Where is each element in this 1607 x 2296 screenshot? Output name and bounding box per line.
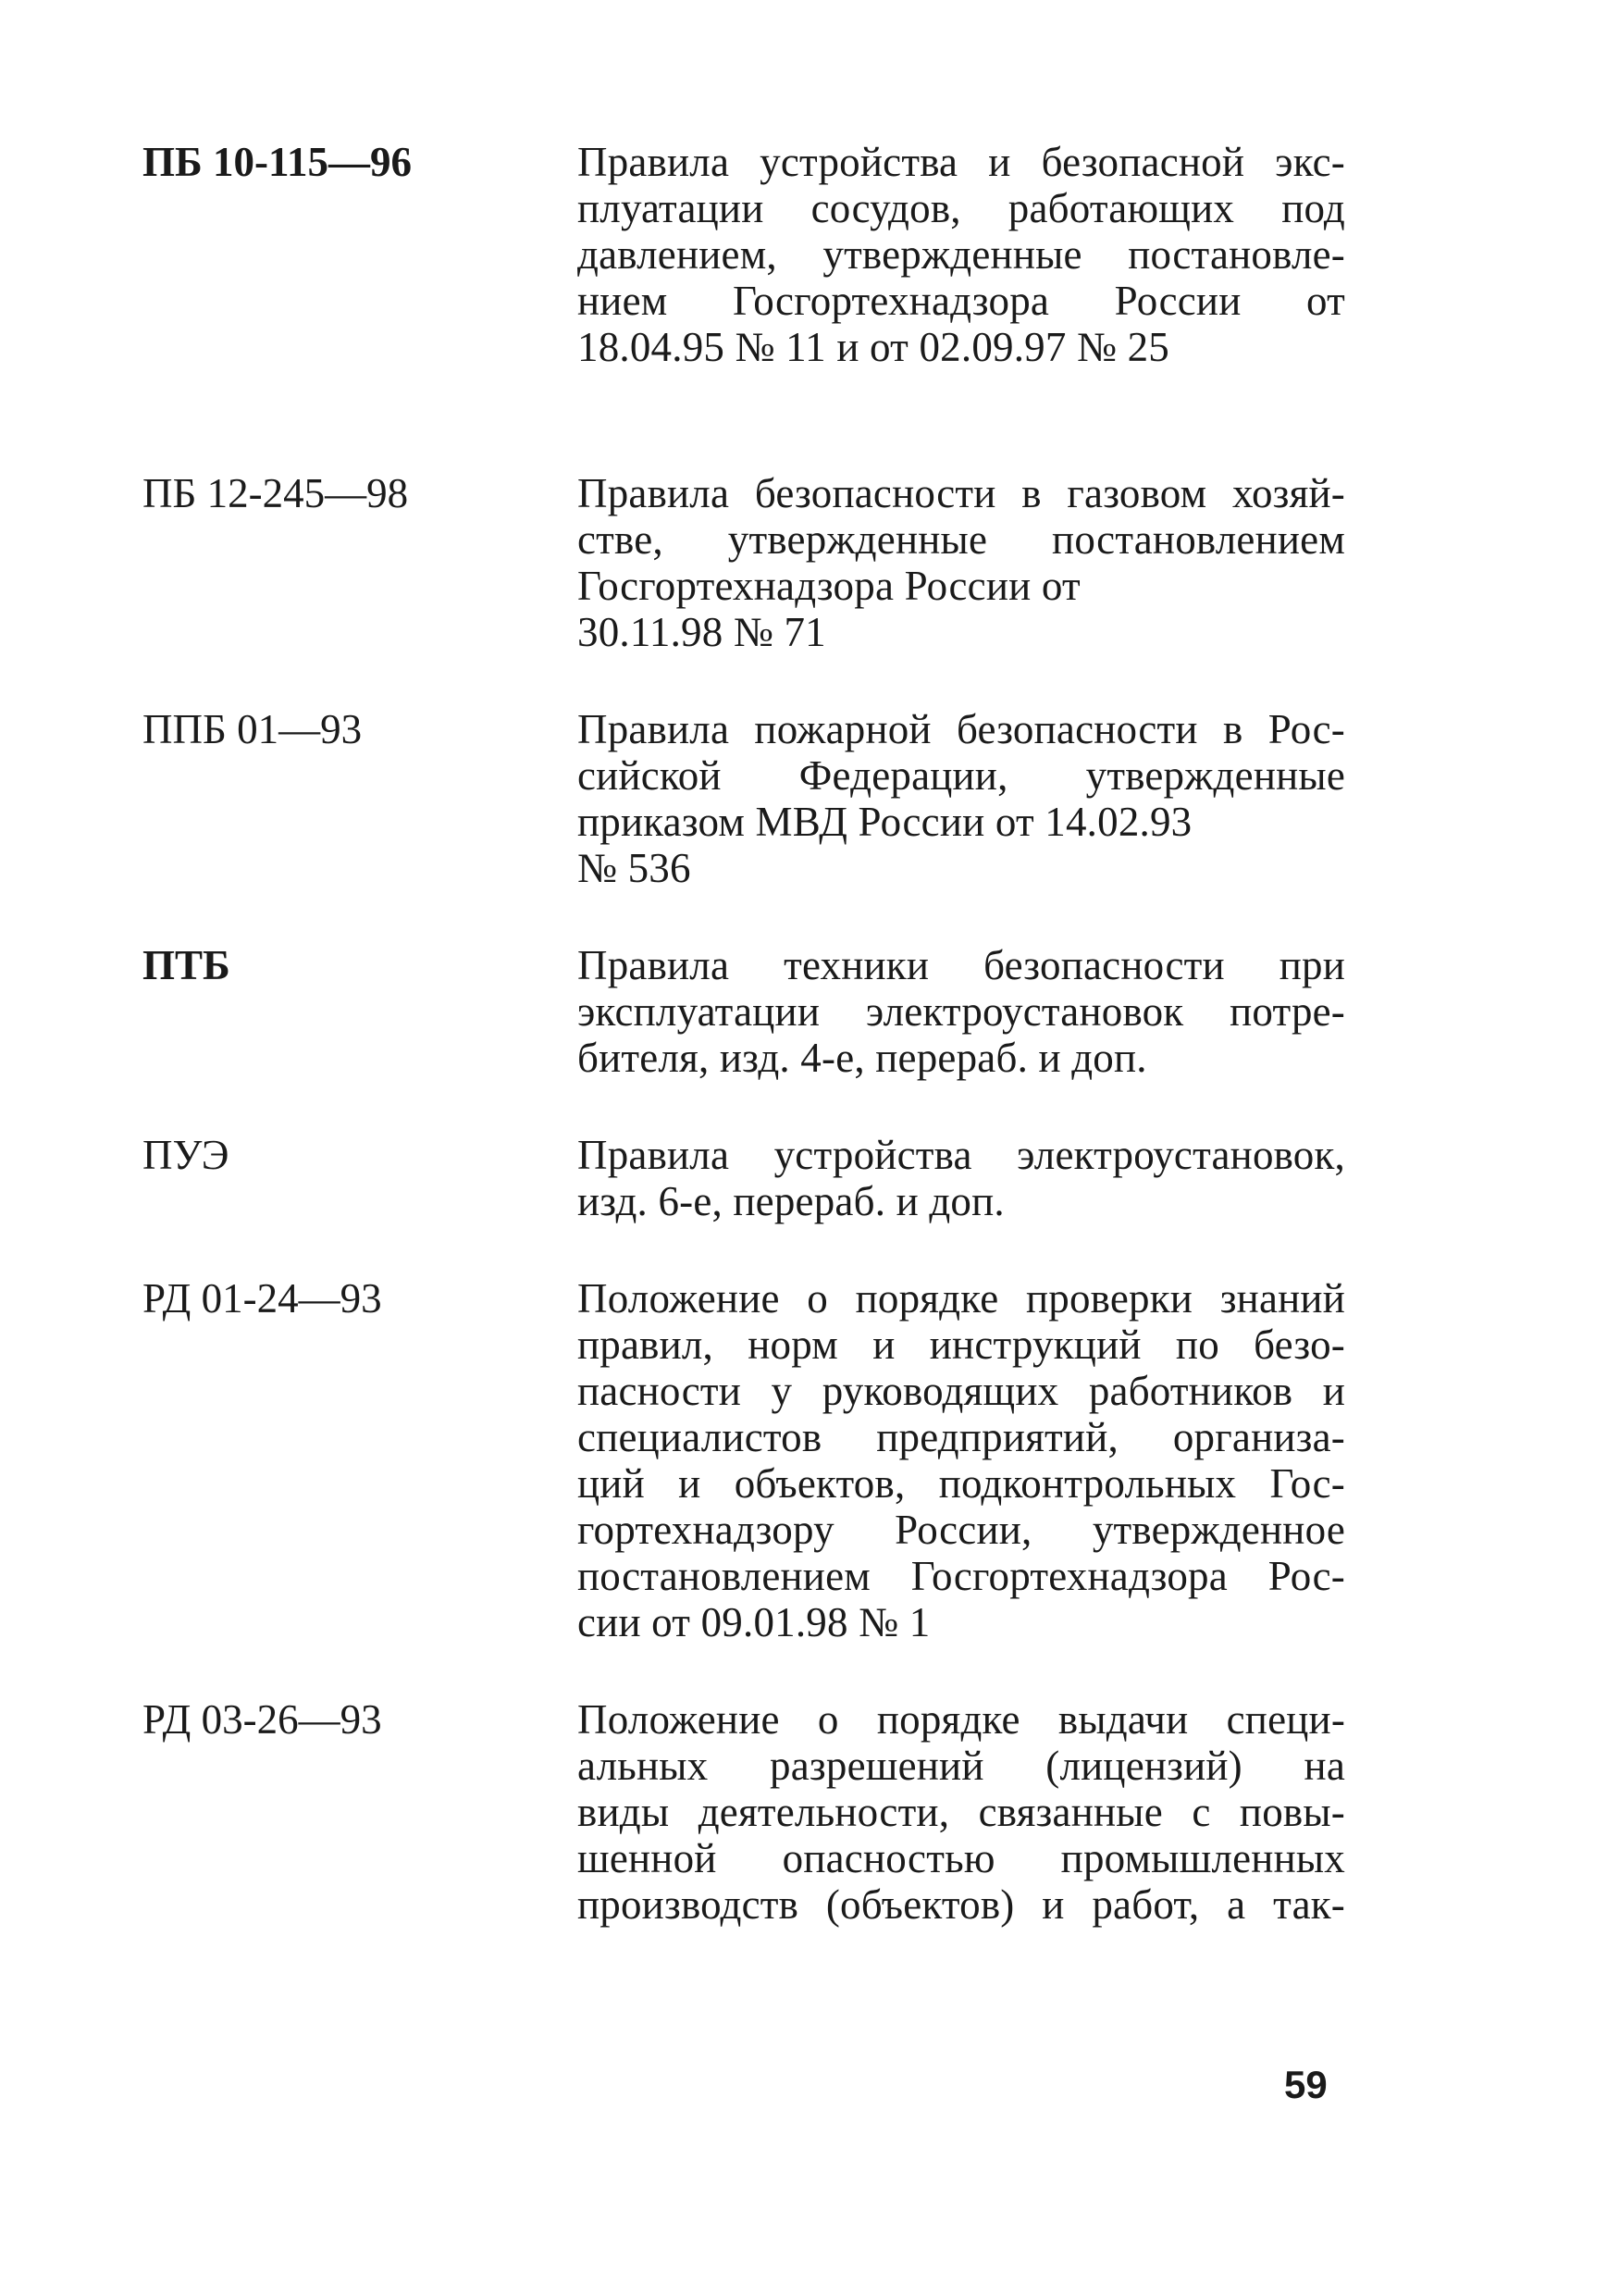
description-line: плуатации сосудов, работающих под [577, 185, 1345, 231]
description-line: Госгортехнадзора России от [577, 563, 1081, 609]
list-item [142, 1275, 1345, 1645]
entry-code: ПБ 12-245—98 [142, 470, 409, 516]
description-line: гортехнадзору России, утвержденное [577, 1507, 1345, 1553]
description-line: шенной опасностью промышленных [577, 1835, 1345, 1881]
description-line: стве, утвержденные постановлением [577, 516, 1345, 563]
description-line: Правила пожарной безопасности в Рос- [577, 706, 1345, 752]
entry-spacer [142, 370, 1345, 470]
abbreviations-list [142, 139, 1345, 1928]
description-line: производств (объектов) и работ, а так- [577, 1881, 1345, 1928]
description-line: давлением, утвержденные постановле- [577, 231, 1345, 278]
entry-description [577, 706, 1345, 891]
page-number: 59 [1284, 2063, 1328, 2106]
entry-description [577, 470, 1345, 655]
description-line: специалистов предприятий, организа- [577, 1414, 1345, 1460]
description-line: виды деятельности, связанные с повы- [577, 1789, 1345, 1835]
description-line: ций и объектов, подконтрольных Гос- [577, 1460, 1345, 1507]
description-line: 18.04.95 № 11 и от 02.09.97 № 25 [577, 324, 1170, 370]
description-line: № 536 [577, 845, 691, 891]
description-line: 30.11.98 № 71 [577, 609, 826, 655]
description-line: Правила устройства и безопасной экс- [577, 139, 1345, 185]
description-line: нием Госгортехнадзора России от [577, 278, 1345, 324]
description-line: Правила устройства электроустановок, [577, 1132, 1345, 1178]
entry-code: РД 03-26—93 [142, 1696, 382, 1743]
entry-code: ПБ 10-115—96 [142, 139, 413, 185]
list-item [142, 470, 1345, 655]
description-line: Положение о порядке выдачи специ- [577, 1696, 1345, 1743]
entry-description [577, 1132, 1345, 1224]
description-line: Правила техники безопасности при [577, 942, 1345, 988]
description-line: сии от 09.01.98 № 1 [577, 1599, 931, 1645]
description-line: альных разрешений (лицензий) на [577, 1743, 1345, 1789]
description-line: Положение о порядке проверки знаний [577, 1275, 1345, 1322]
entry-description [577, 1696, 1345, 1928]
entry-code: РД 01-24—93 [142, 1275, 382, 1322]
description-line: постановлением Госгортехнадзора Рос- [577, 1553, 1345, 1599]
description-line: Правила безопасности в газовом хозяй- [577, 470, 1345, 516]
description-line: сийской Федерации, утвержденные [577, 752, 1345, 799]
entry-description [577, 942, 1345, 1081]
description-line: пасности у руководящих работников и [577, 1368, 1345, 1414]
description-line: эксплуатации электроустановок потре- [577, 988, 1345, 1035]
entry-description [577, 1275, 1345, 1645]
list-item [142, 1696, 1345, 1928]
list-item [142, 942, 1345, 1081]
list-item [142, 706, 1345, 891]
list-item [142, 1132, 1345, 1224]
entry-spacer [142, 891, 1345, 942]
entry-spacer [142, 1224, 1345, 1275]
entry-code: ПУЭ [142, 1132, 229, 1178]
description-line: правил, норм и инструкций по безо- [577, 1322, 1345, 1368]
entry-spacer [142, 1081, 1345, 1132]
entry-code: ПТБ [142, 942, 230, 988]
description-line: бителя, изд. 4-е, перераб. и доп. [577, 1035, 1147, 1081]
description-line: изд. 6-е, перераб. и доп. [577, 1178, 1005, 1224]
description-line: приказом МВД России от 14.02.93 [577, 799, 1193, 845]
entry-description [577, 139, 1345, 370]
entry-code: ППБ 01—93 [142, 706, 363, 752]
entry-spacer [142, 1645, 1345, 1696]
list-item [142, 139, 1345, 370]
entry-spacer [142, 655, 1345, 706]
